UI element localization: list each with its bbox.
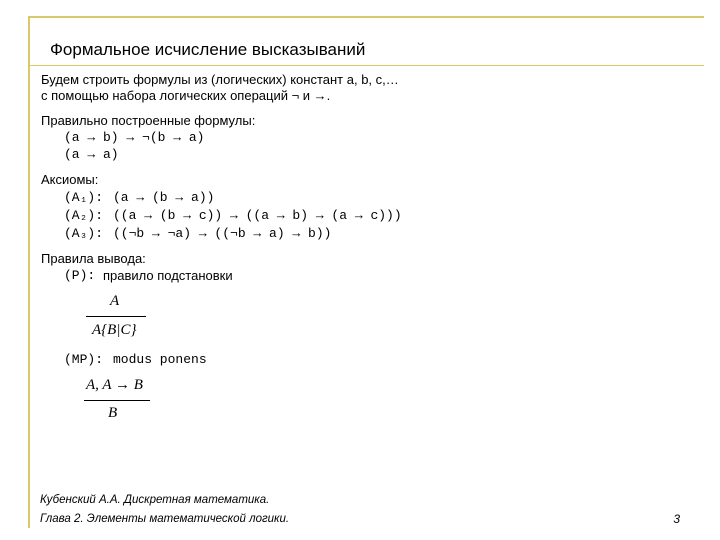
rule-mp-denominator: B xyxy=(108,405,118,421)
axiom-label-a2: (A₂): xyxy=(64,208,104,223)
title-separator xyxy=(30,65,704,66)
axiom-label-a3: (A₃): xyxy=(64,226,104,241)
footer-author: Кубенский А.А. Дискретная математика. xyxy=(40,494,270,506)
axiom-label-a1: (A₁): xyxy=(64,190,104,205)
rule-mp-fraction-bar xyxy=(84,400,150,401)
rule-mp-text: modus ponens xyxy=(113,352,207,367)
axiom-formula-a2: ((a → (b → c)) → ((a → b) → (a → c))) xyxy=(113,208,402,223)
axioms-heading: Аксиомы: xyxy=(41,172,99,187)
slide-title: Формальное исчисление высказываний xyxy=(50,40,366,59)
rule-mp-label: (MP): xyxy=(64,352,104,367)
top-border-line xyxy=(30,16,704,18)
rule-p-denominator: A{B|C} xyxy=(92,322,137,338)
axiom-formula-a1: (a → (b → a)) xyxy=(113,190,215,205)
axiom-formula-a3: ((¬b → ¬a) → ((¬b → a) → b)) xyxy=(113,226,332,241)
rule-p-fraction-bar xyxy=(86,316,146,317)
intro-line-1: Будем строить формулы из (логических) констант a, b, c,… xyxy=(41,72,399,87)
intro-line-2: с помощью набора логических операций ¬ и →. xyxy=(41,88,331,103)
wff-formula-1: (a → b) → ¬(b → a) xyxy=(64,130,205,145)
wff-formula-2: (a → a) xyxy=(64,147,119,162)
rule-p-numerator: A xyxy=(110,293,120,309)
footer-chapter: Глава 2. Элементы математической логики. xyxy=(40,513,290,525)
wff-heading: Правильно построенные формулы: xyxy=(41,113,256,128)
rules-heading: Правила вывода: xyxy=(41,251,146,266)
page-number: 3 xyxy=(673,512,680,526)
rule-p-label: (P): xyxy=(64,268,96,283)
rule-mp-numerator: A, A → B xyxy=(86,377,143,393)
left-border-line xyxy=(28,16,30,528)
rule-p-text: правило подстановки xyxy=(103,268,233,283)
